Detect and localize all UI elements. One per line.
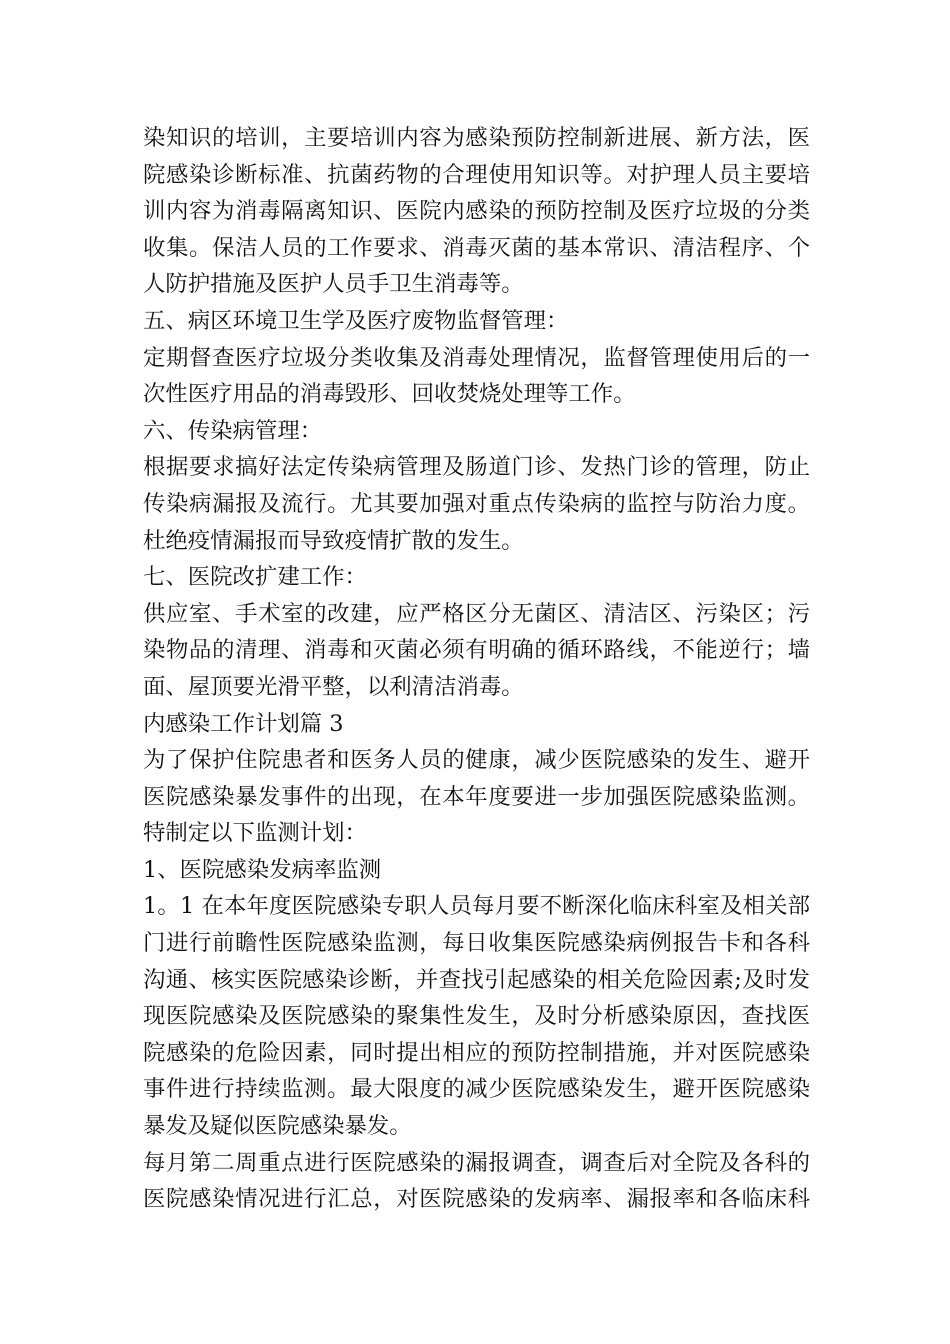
text-line-5: 人防护措施及医护人员手卫生消毒等。 [143, 271, 524, 298]
text-line-8: 次性医疗用品的消毒毁形、回收焚烧处理等工作。 [143, 381, 636, 408]
text-line-24: 沟通、核实医院感染诊断，并查找引起感染的相关危险因素;及时发 [143, 966, 810, 993]
text-line-4: 收集。保洁人员的工作要求、消毒灭菌的基本常识、清洁程序、个 [143, 234, 810, 261]
text-line-3: 训内容为消毒隔离知识、医院内感染的预防控制及医疗垃圾的分类 [143, 198, 810, 225]
section-heading-1: 1、医院感染发病率监测 [143, 856, 382, 883]
section-heading-5: 五、病区环境卫生学及医疗废物监督管理： [143, 307, 569, 334]
text-line-14: 供应室、手术室的改建，应严格区分无菌区、清洁区、污染区；污 [143, 600, 810, 627]
text-line-10: 根据要求搞好法定传染病管理及肠道门诊、发热门诊的管理，防止 [143, 454, 810, 481]
document-page [143, 120, 810, 1218]
text-line-22: 1。1 在本年度医院感染专职人员每月要不断深化临床科室及相关部 [143, 893, 810, 920]
text-line-23: 门进行前瞻性医院感染监测，每日收集医院感染病例报告卡和各科 [143, 930, 810, 957]
text-line-16: 面、屋顶要光滑平整，以利清洁消毒。 [143, 673, 524, 700]
text-line-11: 传染病漏报及流行。尤其要加强对重点传染病的监控与防治力度。 [143, 490, 810, 517]
text-line-30: 医院感染情况进行汇总，对医院感染的发病率、漏报率和各临床科 [143, 1186, 810, 1213]
text-line-26: 院感染的危险因素，同时提出相应的预防控制措施，并对医院感染 [143, 1039, 810, 1066]
section-heading-6: 六、传染病管理： [143, 417, 323, 444]
text-line-25: 现医院感染及医院感染的聚集性发生，及时分析感染原因，查找医 [143, 1003, 810, 1030]
text-line-18: 为了保护住院患者和医务人员的健康，减少医院感染的发生、避开 [143, 747, 810, 774]
section-heading-7: 七、医院改扩建工作： [143, 564, 367, 591]
text-line-28: 暴发及疑似医院感染暴发。 [143, 1113, 412, 1140]
text-line-2: 院感染诊断标准、抗菌药物的合理使用知识等。对护理人员主要培 [143, 161, 810, 188]
text-line-15: 染物品的清理、消毒和灭菌必须有明确的循环路线，不能逆行；墙 [143, 637, 810, 664]
text-line-19: 医院感染暴发事件的出现，在本年度要进一步加强医院感染监测。 [143, 783, 810, 810]
chapter-title: 内感染工作计划篇 3 [143, 710, 344, 737]
text-line-12: 杜绝疫情漏报而导致疫情扩散的发生。 [143, 527, 524, 554]
text-line-1: 染知识的培训，主要培训内容为感染预防控制新进展、新方法，医 [143, 125, 810, 151]
text-line-20: 特制定以下监测计划： [143, 820, 367, 847]
text-line-27: 事件进行持续监测。最大限度的减少医院感染发生，避开医院感染 [143, 1076, 810, 1103]
text-line-29: 每月第二周重点进行医院感染的漏报调查，调查后对全院及各科的 [143, 1149, 810, 1176]
text-line-7: 定期督查医疗垃圾分类收集及消毒处理情况，监督管理使用后的一 [143, 344, 810, 371]
